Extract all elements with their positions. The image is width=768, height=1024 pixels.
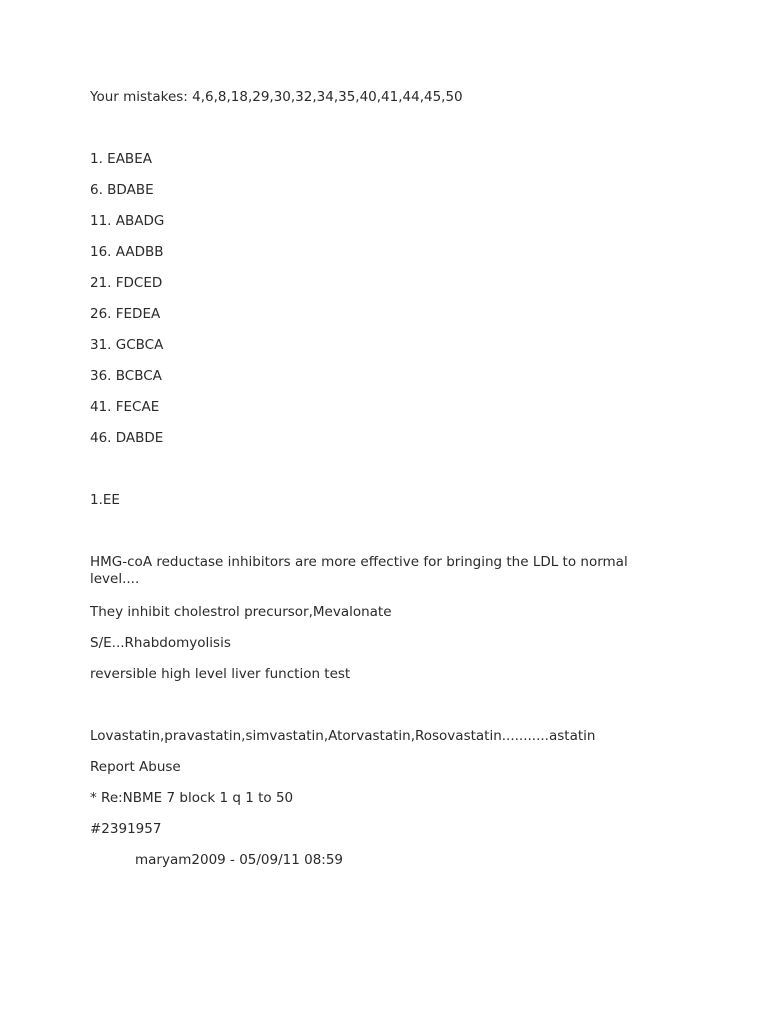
answer-row: 41. FECAE bbox=[90, 399, 160, 415]
answer-row: 6. BDABE bbox=[90, 182, 154, 198]
note-mevalonate: They inhibit cholestrol precursor,Mevalonate bbox=[90, 604, 392, 620]
post-id: #2391957 bbox=[90, 821, 162, 837]
answer-row: 11. ABADG bbox=[90, 213, 165, 229]
answer-row: 31. GCBCA bbox=[90, 337, 164, 353]
note-side-effect: S/E...Rhabdomyolisis bbox=[90, 635, 231, 651]
question-1-label: 1.EE bbox=[90, 492, 120, 508]
note-hmg-coa: HMG-coA reductase inhibitors are more effective for bringing the LDL to normal level.... bbox=[90, 554, 628, 587]
answer-row: 1. EABEA bbox=[90, 151, 152, 167]
note-liver-function: reversible high level liver function test bbox=[90, 666, 351, 682]
note-statins-list: Lovastatin,pravastatin,simvastatin,Atorvastatin,Rosovastatin...........astatin bbox=[90, 728, 596, 744]
answer-row: 36. BCBCA bbox=[90, 368, 162, 384]
answer-row: 16. AADBB bbox=[90, 244, 164, 260]
reply-title: * Re:NBME 7 block 1 q 1 to 50 bbox=[90, 790, 294, 806]
mistakes-line: Your mistakes: 4,6,8,18,29,30,32,34,35,40,41,44,45,50 bbox=[90, 89, 463, 105]
author-line: maryam2009 - 05/09/11 08:59 bbox=[135, 852, 344, 868]
answer-row: 21. FDCED bbox=[90, 275, 163, 291]
report-abuse-link[interactable]: Report Abuse bbox=[90, 759, 181, 775]
answer-row: 26. FEDEA bbox=[90, 306, 161, 322]
answer-row: 46. DABDE bbox=[90, 430, 164, 446]
